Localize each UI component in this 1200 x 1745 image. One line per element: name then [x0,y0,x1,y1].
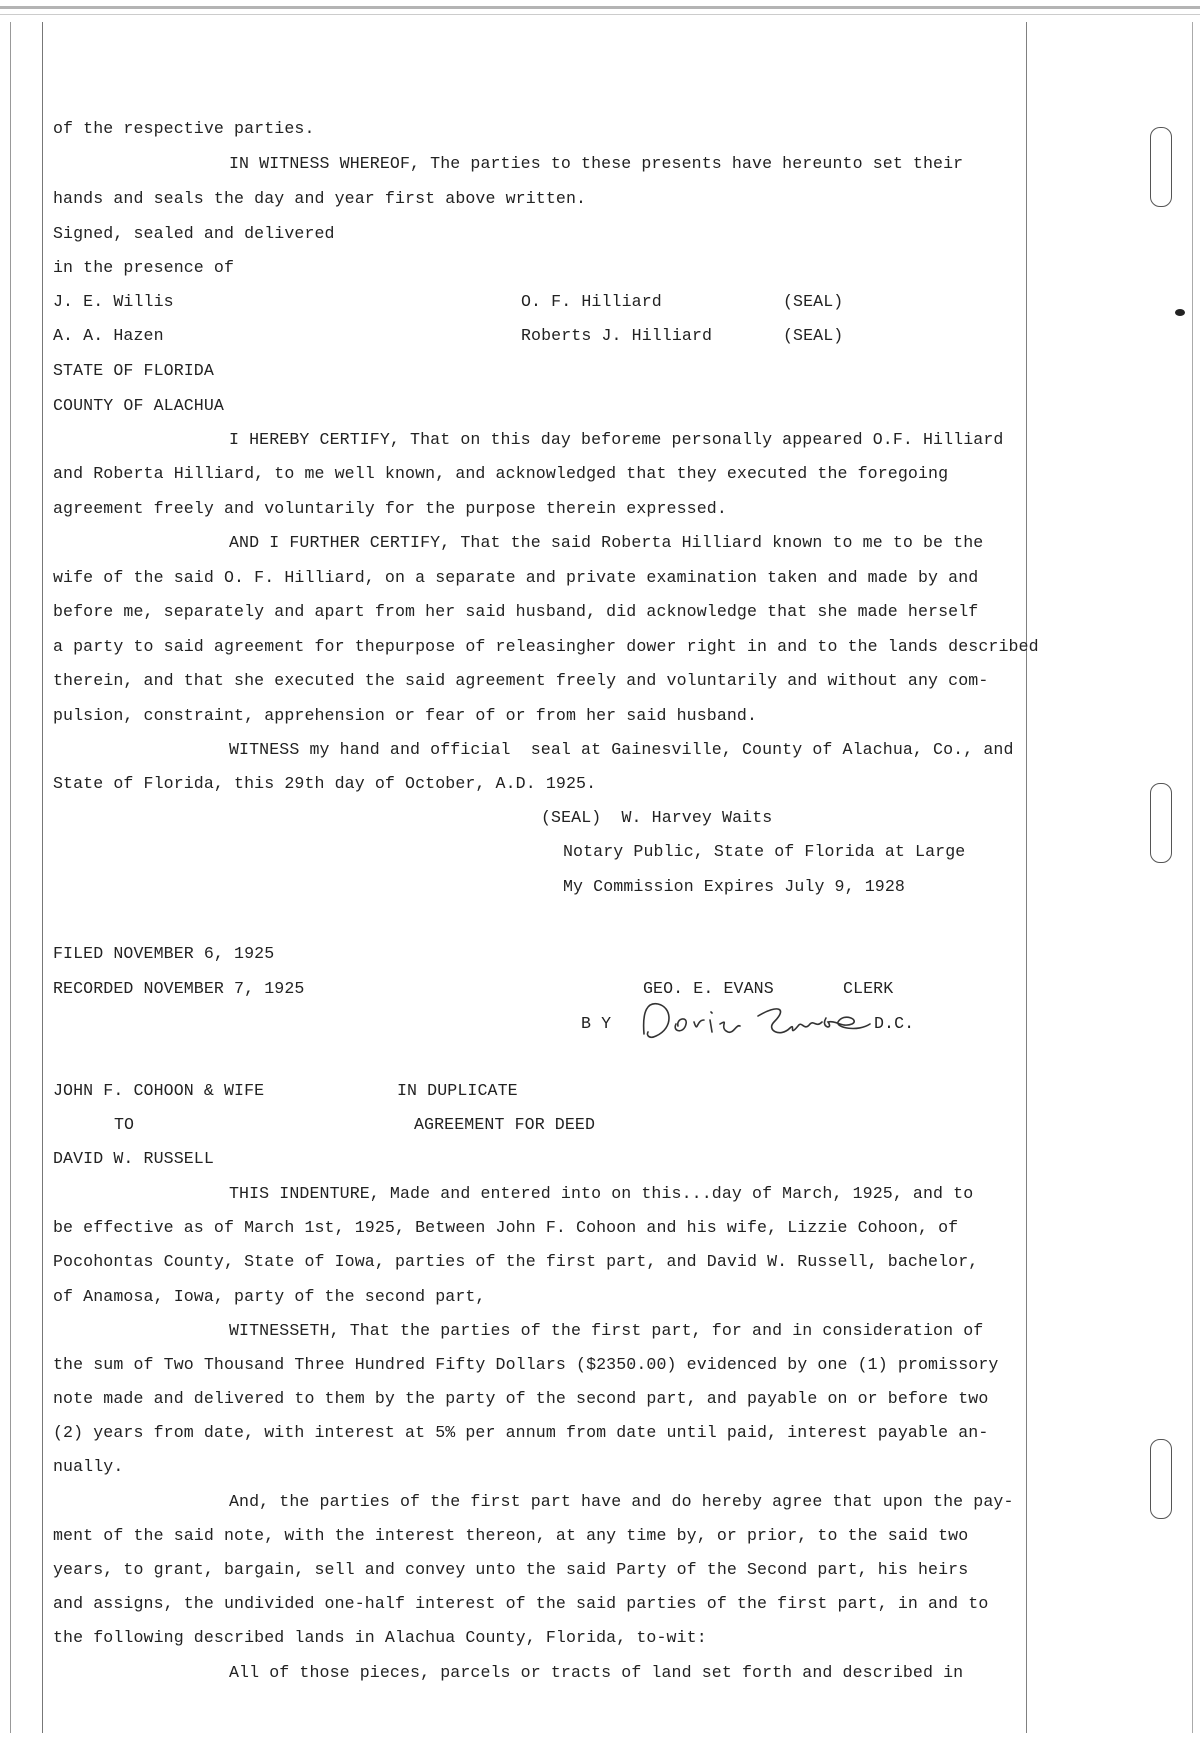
notary-commission: My Commission Expires July 9, 1928 [563,877,905,896]
grantee-heading: DAVID W. RUSSELL [53,1149,214,1168]
clerk-title: CLERK [843,979,894,998]
text-line: pulsion, constraint, apprehension or fear of or from her said husband. [53,706,758,725]
text-line: AND I FURTHER CERTIFY, That the said Roberta Hilliard known to me to be the [229,533,984,552]
filed-date: FILED NOVEMBER 6, 1925 [53,944,275,963]
text-line: WITNESS my hand and official seal at Gainesville, County of Alachua, Co., and [229,740,1014,759]
text-line: (2) years from date, with interest at 5% per annum from date until paid, interest payable an- [53,1423,989,1442]
text-line: in the presence of [53,258,235,277]
recorded-date: RECORDED NOVEMBER 7, 1925 [53,979,305,998]
left-margin-line-outer [10,22,11,1733]
seal-label: (SEAL) [783,326,844,345]
text-line: IN WITNESS WHEREOF, The parties to these presents have hereunto set their [229,154,964,173]
text-line: All of those pieces, parcels or tracts of land set forth and described in [229,1663,964,1682]
clerk-name: GEO. E. EVANS [643,979,774,998]
party-name: O. F. Hilliard [521,292,662,311]
text-line: note made and delivered to them by the party of the second part, and payable on or before two [53,1389,989,1408]
handwritten-signature [638,998,878,1046]
top-rule [0,6,1200,9]
text-line: Signed, sealed and delivered [53,224,335,243]
text-line: the sum of Two Thousand Three Hundred Fifty Dollars ($2350.00) evidenced by one (1) promissory [53,1355,999,1374]
text-line: and Roberta Hilliard, to me well known, and acknowledged that they executed the foregoing [53,464,949,483]
text-line: agreement freely and voluntarily for the purpose therein expressed. [53,499,727,518]
document-title: AGREEMENT FOR DEED [414,1115,596,1134]
text-line: therein, and that she executed the said agreement freely and voluntarily and without any com- [53,671,989,690]
to-label: TO [114,1115,135,1134]
binder-hole-top [1150,127,1172,207]
text-line: ment of the said note, with the interest thereon, at any time by, or prior, to the said two [53,1526,969,1545]
text-line: I HEREBY CERTIFY, That on this day beforeme personally appeared O.F. Hilliard [229,430,1004,449]
text-line: And, the parties of the first part have and do hereby agree that upon the pay- [229,1492,1014,1511]
text-line: hands and seals the day and year first above written. [53,189,587,208]
grantor-heading: JOHN F. COHOON & WIFE [53,1081,265,1100]
by-label: B Y [581,1014,612,1033]
text-line: Pocohontas County, State of Iowa, parties of the first part, and David W. Russell, bachelor, [53,1252,979,1271]
ink-blot [1175,309,1185,316]
text-line: STATE OF FLORIDA [53,361,214,380]
witness-name: A. A. Hazen [53,326,164,345]
top-rule-secondary [0,14,1200,15]
seal-label: (SEAL) [783,292,844,311]
right-margin-line [1026,22,1027,1733]
binder-hole-middle [1150,783,1172,863]
notary-signature-line: (SEAL) W. Harvey Waits [541,808,773,827]
text-line: and assigns, the undivided one-half interest of the said parties of the first part, in and to [53,1594,989,1613]
text-line: COUNTY OF ALACHUA [53,396,224,415]
text-line: WITNESSETH, That the parties of the first part, for and in consideration of [229,1321,984,1340]
text-line: a party to said agreement for thepurpose of releasingher dower right in and to the lands described [53,637,1039,656]
text-line: the following described lands in Alachua County, Florida, to-wit: [53,1628,707,1647]
party-name: Roberts J. Hilliard [521,326,713,345]
duplicate-label: IN DUPLICATE [397,1081,518,1100]
text-line: State of Florida, this 29th day of October, A.D. 1925. [53,774,597,793]
text-line: years, to grant, bargain, sell and convey unto the said Party of the Second part, his heirs [53,1560,969,1579]
left-margin-line [42,22,43,1733]
deputy-clerk-label: D.C. [874,1014,915,1033]
notary-title: Notary Public, State of Florida at Large [563,842,966,861]
text-line: of the respective parties. [53,119,315,138]
text-line: wife of the said O. F. Hilliard, on a separate and private examination taken and made by and [53,568,979,587]
text-line: THIS INDENTURE, Made and entered into on this...day of March, 1925, and to [229,1184,974,1203]
text-line: be effective as of March 1st, 1925, Between John F. Cohoon and his wife, Lizzie Cohoon, of [53,1218,959,1237]
binder-hole-bottom [1150,1439,1172,1519]
text-line: nually. [53,1457,124,1476]
text-line: before me, separately and apart from her said husband, did acknowledge that she made herself [53,602,979,621]
witness-name: J. E. Willis [53,292,174,311]
right-edge-line [1192,22,1193,1733]
text-line: of Anamosa, Iowa, party of the second part, [53,1287,486,1306]
